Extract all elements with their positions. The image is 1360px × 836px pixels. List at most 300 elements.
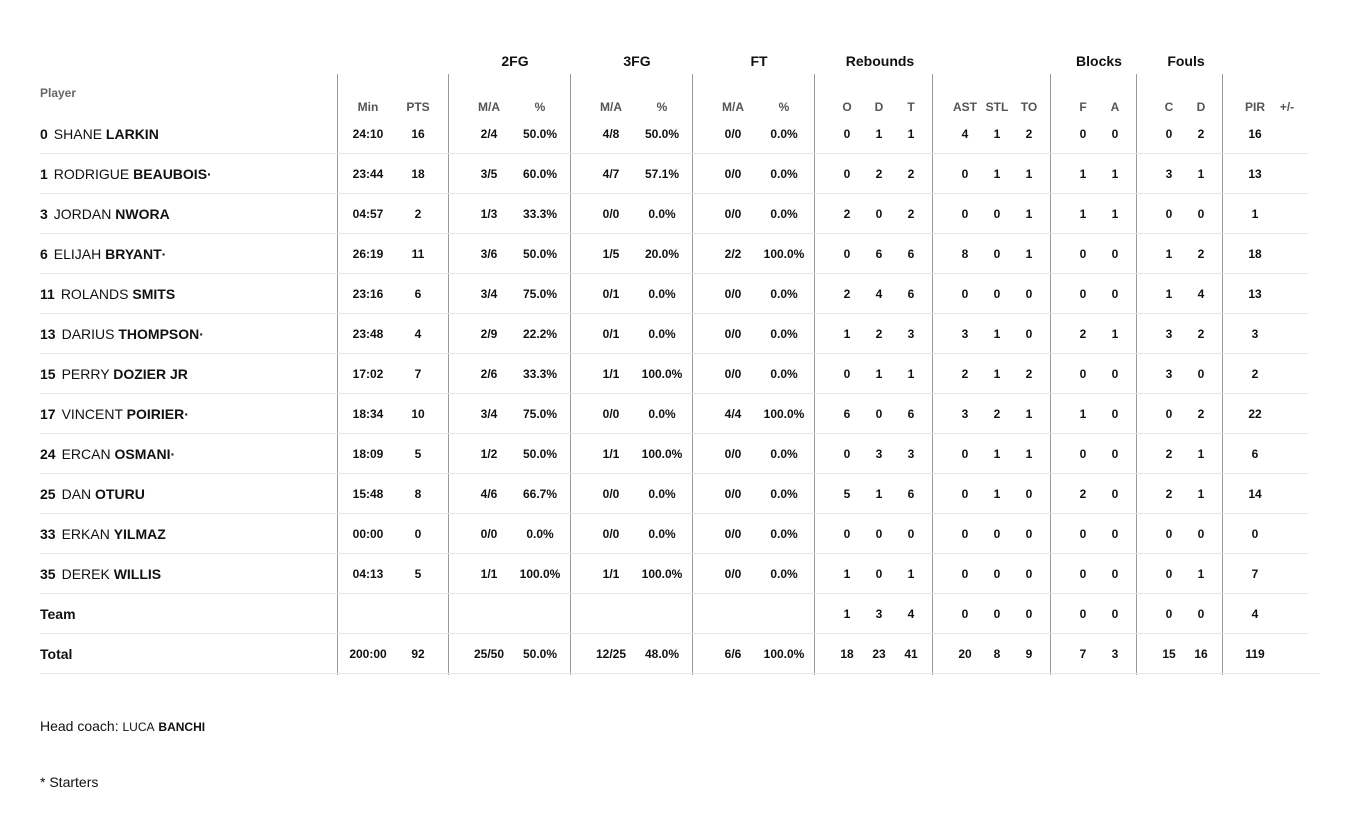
stat-ft-ma: 0/0 bbox=[724, 367, 742, 381]
team-row-label: Team bbox=[40, 606, 76, 622]
stat-blk-a: 0 bbox=[1111, 447, 1119, 461]
player-first-name: RODRIGUE bbox=[53, 166, 130, 182]
stat-reb-o: 0 bbox=[843, 447, 851, 461]
stat-blk-a: 0 bbox=[1111, 527, 1119, 541]
table-row bbox=[40, 154, 1308, 194]
stat-stl: 1 bbox=[993, 127, 1001, 141]
stat-pts: 8 bbox=[414, 487, 422, 501]
stat-to: 0 bbox=[1025, 567, 1033, 581]
stat-blk-f: 2 bbox=[1079, 327, 1087, 341]
player-last-name: YILMAZ bbox=[113, 526, 166, 542]
stat-reb-d: 0 bbox=[875, 207, 883, 221]
stat-3fg-ma: 1/5 bbox=[602, 247, 620, 261]
stat-reb-t: 6 bbox=[907, 407, 915, 421]
stat-2fg-pct: 75.0% bbox=[522, 287, 558, 301]
stat-3fg-pct: 0.0% bbox=[648, 407, 676, 421]
stat-2fg-pct: 75.0% bbox=[522, 407, 558, 421]
stat-reb-d: 0 bbox=[875, 407, 883, 421]
stat-stl: 0 bbox=[993, 247, 1001, 261]
group-header-fouls: Fouls bbox=[1167, 53, 1205, 69]
stat-pts: 2 bbox=[414, 207, 422, 221]
stat-reb-o: 2 bbox=[843, 207, 851, 221]
stat-2fg-ma: 25/50 bbox=[473, 647, 505, 661]
stat-reb-o: 5 bbox=[843, 487, 851, 501]
stat-ft-pct: 0.0% bbox=[770, 447, 798, 461]
stat-ast: 2 bbox=[961, 367, 969, 381]
stat-3fg-ma: 1/1 bbox=[602, 447, 620, 461]
stat-2fg-ma: 1/1 bbox=[480, 567, 498, 581]
stat-pir: 22 bbox=[1248, 407, 1262, 421]
stat-pts: 0 bbox=[414, 527, 422, 541]
stat-foul-c: 3 bbox=[1165, 167, 1173, 181]
stat-pir: 7 bbox=[1251, 567, 1259, 581]
stat-3fg-ma: 0/1 bbox=[602, 287, 620, 301]
stat-min: 18:34 bbox=[352, 407, 384, 421]
group-header-rebounds: Rebounds bbox=[845, 53, 915, 69]
player-first-name: DEREK bbox=[61, 566, 110, 582]
stat-pts: 92 bbox=[411, 647, 425, 661]
stat-ast: 0 bbox=[961, 287, 969, 301]
stat-foul-d: 1 bbox=[1197, 567, 1205, 581]
stat-ast: 4 bbox=[961, 127, 969, 141]
stat-reb-o: 1 bbox=[843, 567, 851, 581]
stat-foul-d: 2 bbox=[1197, 247, 1205, 261]
stat-foul-c: 0 bbox=[1165, 207, 1173, 221]
stat-foul-c: 0 bbox=[1165, 567, 1173, 581]
stat-reb-o: 0 bbox=[843, 367, 851, 381]
stat-pir: 0 bbox=[1251, 527, 1259, 541]
stat-2fg-ma: 4/6 bbox=[480, 487, 498, 501]
player-first-name: ERKAN bbox=[61, 526, 110, 542]
stat-blk-a: 1 bbox=[1111, 327, 1119, 341]
player-last-name: LARKIN bbox=[105, 126, 159, 142]
player-number: 6 bbox=[40, 246, 48, 262]
stat-blk-a: 0 bbox=[1111, 567, 1119, 581]
player-last-name: SMITS bbox=[132, 286, 176, 302]
stat-ft-pct: 0.0% bbox=[770, 327, 798, 341]
column-header-3fg-pct: % bbox=[656, 100, 668, 114]
stat-3fg-ma: 4/7 bbox=[602, 167, 620, 181]
table-row bbox=[40, 514, 1308, 554]
stat-blk-f: 0 bbox=[1079, 247, 1087, 261]
stat-to: 0 bbox=[1025, 487, 1033, 501]
stat-foul-d: 1 bbox=[1197, 447, 1205, 461]
player-number: 35 bbox=[40, 566, 56, 582]
player-name[interactable] bbox=[40, 554, 161, 594]
stat-reb-t: 2 bbox=[907, 207, 915, 221]
stat-foul-d: 0 bbox=[1197, 607, 1205, 621]
table-row bbox=[40, 394, 1308, 434]
table-row bbox=[40, 194, 1308, 234]
player-name[interactable] bbox=[40, 354, 188, 394]
stat-foul-d: 16 bbox=[1194, 647, 1208, 661]
stat-reb-o: 18 bbox=[840, 647, 854, 661]
stat-blk-f: 2 bbox=[1079, 487, 1087, 501]
stat-stl: 0 bbox=[993, 567, 1001, 581]
player-number: 25 bbox=[40, 486, 56, 502]
stat-reb-d: 3 bbox=[875, 447, 883, 461]
stat-reb-d: 4 bbox=[875, 287, 883, 301]
column-header-pir: PIR bbox=[1244, 100, 1266, 114]
stat-pir: 3 bbox=[1251, 327, 1259, 341]
stat-stl: 0 bbox=[993, 287, 1001, 301]
stat-stl: 1 bbox=[993, 487, 1001, 501]
stat-pir: 6 bbox=[1251, 447, 1259, 461]
player-last-name: BRYANT· bbox=[105, 246, 167, 262]
stat-ast: 8 bbox=[961, 247, 969, 261]
stat-2fg-pct: 50.0% bbox=[522, 447, 558, 461]
stat-to: 2 bbox=[1025, 127, 1033, 141]
stat-reb-o: 1 bbox=[843, 607, 851, 621]
player-first-name: PERRY bbox=[61, 366, 110, 382]
stat-blk-f: 0 bbox=[1079, 367, 1087, 381]
stat-reb-d: 3 bbox=[875, 607, 883, 621]
player-number: 0 bbox=[40, 126, 48, 142]
stat-min: 23:48 bbox=[352, 327, 384, 341]
player-name[interactable] bbox=[40, 154, 212, 194]
stat-pir: 13 bbox=[1248, 167, 1262, 181]
player-first-name: ELIJAH bbox=[53, 246, 102, 262]
head-coach-first-name: LUCA bbox=[122, 720, 155, 734]
stat-ft-pct: 0.0% bbox=[770, 207, 798, 221]
stat-reb-t: 6 bbox=[907, 487, 915, 501]
stat-pts: 7 bbox=[414, 367, 422, 381]
column-header-reb-o: O bbox=[842, 100, 852, 114]
stat-2fg-ma: 2/9 bbox=[480, 327, 498, 341]
stat-3fg-pct: 20.0% bbox=[644, 247, 680, 261]
column-header-pts: PTS bbox=[406, 100, 430, 114]
stat-3fg-pct: 0.0% bbox=[648, 327, 676, 341]
stat-reb-t: 6 bbox=[907, 247, 915, 261]
stat-blk-f: 0 bbox=[1079, 607, 1087, 621]
stat-reb-t: 3 bbox=[907, 327, 915, 341]
stat-3fg-ma: 0/0 bbox=[602, 527, 620, 541]
stat-pts: 10 bbox=[411, 407, 425, 421]
stat-reb-d: 1 bbox=[875, 127, 883, 141]
stat-reb-o: 0 bbox=[843, 527, 851, 541]
stat-ast: 0 bbox=[961, 447, 969, 461]
player-last-name: POIRIER· bbox=[126, 406, 189, 422]
stat-to: 0 bbox=[1025, 527, 1033, 541]
stat-to: 2 bbox=[1025, 367, 1033, 381]
stat-min: 24:10 bbox=[352, 127, 384, 141]
stat-min: 200:00 bbox=[349, 647, 387, 661]
stat-foul-d: 2 bbox=[1197, 407, 1205, 421]
stat-2fg-ma: 2/4 bbox=[480, 127, 498, 141]
stat-3fg-ma: 1/1 bbox=[602, 367, 620, 381]
stat-2fg-ma: 2/6 bbox=[480, 367, 498, 381]
player-number: 15 bbox=[40, 366, 56, 382]
column-header-2fg-ma: M/A bbox=[478, 100, 500, 114]
stat-reb-t: 41 bbox=[904, 647, 918, 661]
stat-3fg-ma: 0/0 bbox=[602, 407, 620, 421]
stat-2fg-pct: 100.0% bbox=[519, 567, 561, 581]
stat-2fg-ma: 0/0 bbox=[480, 527, 498, 541]
stat-stl: 1 bbox=[993, 327, 1001, 341]
stat-2fg-pct: 0.0% bbox=[526, 527, 554, 541]
stat-ast: 0 bbox=[961, 207, 969, 221]
stat-foul-c: 1 bbox=[1165, 247, 1173, 261]
stat-blk-a: 3 bbox=[1111, 647, 1119, 661]
stat-3fg-ma: 4/8 bbox=[602, 127, 620, 141]
stat-pir: 4 bbox=[1251, 607, 1259, 621]
table-row bbox=[40, 234, 1308, 274]
stat-reb-t: 0 bbox=[907, 527, 915, 541]
stat-foul-c: 3 bbox=[1165, 367, 1173, 381]
stat-3fg-pct: 0.0% bbox=[648, 287, 676, 301]
column-header-blk-a: A bbox=[1110, 100, 1120, 114]
player-number: 3 bbox=[40, 206, 48, 222]
stat-ft-pct: 100.0% bbox=[763, 647, 805, 661]
stat-3fg-pct: 100.0% bbox=[641, 447, 683, 461]
stat-3fg-pct: 57.1% bbox=[644, 167, 680, 181]
stat-ast: 3 bbox=[961, 327, 969, 341]
table-row bbox=[40, 554, 1308, 594]
stat-stl: 1 bbox=[993, 167, 1001, 181]
stat-pts: 4 bbox=[414, 327, 422, 341]
player-number: 13 bbox=[40, 326, 56, 342]
stat-stl: 0 bbox=[993, 527, 1001, 541]
stat-stl: 1 bbox=[993, 447, 1001, 461]
stat-blk-f: 0 bbox=[1079, 447, 1087, 461]
stat-ft-ma: 0/0 bbox=[724, 167, 742, 181]
player-first-name: JORDAN bbox=[53, 206, 112, 222]
row-divider bbox=[40, 673, 1320, 674]
player-last-name: THOMPSON· bbox=[118, 326, 204, 342]
stat-min: 00:00 bbox=[352, 527, 384, 541]
stat-ft-ma: 0/0 bbox=[724, 487, 742, 501]
stat-ft-ma: 2/2 bbox=[724, 247, 742, 261]
stat-reb-d: 1 bbox=[875, 367, 883, 381]
stat-min: 23:16 bbox=[352, 287, 384, 301]
stat-reb-t: 1 bbox=[907, 127, 915, 141]
stat-ft-ma: 0/0 bbox=[724, 447, 742, 461]
player-first-name: ERCAN bbox=[61, 446, 111, 462]
stat-foul-c: 15 bbox=[1162, 647, 1176, 661]
starters-note: * Starters bbox=[40, 774, 99, 790]
stat-blk-a: 0 bbox=[1111, 247, 1119, 261]
stat-3fg-ma: 0/0 bbox=[602, 487, 620, 501]
stat-blk-a: 0 bbox=[1111, 367, 1119, 381]
stat-pts: 5 bbox=[414, 447, 422, 461]
stat-to: 1 bbox=[1025, 247, 1033, 261]
stat-blk-a: 0 bbox=[1111, 407, 1119, 421]
stat-blk-f: 1 bbox=[1079, 167, 1087, 181]
stat-3fg-ma: 1/1 bbox=[602, 567, 620, 581]
player-first-name: DARIUS bbox=[61, 326, 115, 342]
stat-to: 0 bbox=[1025, 607, 1033, 621]
stat-reb-o: 0 bbox=[843, 127, 851, 141]
stat-reb-d: 1 bbox=[875, 487, 883, 501]
stat-foul-d: 2 bbox=[1197, 127, 1205, 141]
stat-ft-ma: 0/0 bbox=[724, 287, 742, 301]
stat-reb-t: 6 bbox=[907, 287, 915, 301]
stat-reb-d: 23 bbox=[872, 647, 886, 661]
head-coach bbox=[40, 718, 205, 734]
column-header-reb-t: T bbox=[907, 100, 915, 114]
stat-to: 0 bbox=[1025, 327, 1033, 341]
stat-blk-f: 1 bbox=[1079, 207, 1087, 221]
player-first-name: VINCENT bbox=[61, 406, 123, 422]
stat-reb-t: 1 bbox=[907, 567, 915, 581]
column-header-plus-minus: +/- bbox=[1279, 100, 1295, 114]
stat-ast: 0 bbox=[961, 487, 969, 501]
stat-to: 1 bbox=[1025, 167, 1033, 181]
table-row bbox=[40, 354, 1308, 394]
stat-ft-ma: 4/4 bbox=[724, 407, 742, 421]
stat-foul-c: 2 bbox=[1165, 487, 1173, 501]
stat-ft-pct: 0.0% bbox=[770, 167, 798, 181]
stat-blk-a: 0 bbox=[1111, 607, 1119, 621]
player-name[interactable] bbox=[40, 234, 166, 274]
stat-2fg-pct: 66.7% bbox=[522, 487, 558, 501]
stat-pir: 119 bbox=[1245, 647, 1265, 661]
stat-reb-d: 0 bbox=[875, 527, 883, 541]
player-name[interactable] bbox=[40, 274, 175, 314]
player-name[interactable] bbox=[40, 114, 159, 154]
stat-reb-d: 6 bbox=[875, 247, 883, 261]
stat-ft-ma: 0/0 bbox=[724, 207, 742, 221]
stat-3fg-pct: 0.0% bbox=[648, 487, 676, 501]
column-header-ast: AST bbox=[953, 100, 977, 114]
player-last-name: OTURU bbox=[95, 486, 145, 502]
stat-reb-d: 0 bbox=[875, 567, 883, 581]
stat-2fg-ma: 3/4 bbox=[480, 287, 498, 301]
stat-2fg-ma: 1/2 bbox=[480, 447, 498, 461]
player-number: 24 bbox=[40, 446, 56, 462]
player-name[interactable] bbox=[40, 474, 145, 514]
stat-ft-pct: 0.0% bbox=[770, 487, 798, 501]
stat-ast: 3 bbox=[961, 407, 969, 421]
stat-2fg-pct: 60.0% bbox=[522, 167, 558, 181]
stat-ft-ma: 0/0 bbox=[724, 527, 742, 541]
stat-2fg-pct: 50.0% bbox=[522, 127, 558, 141]
head-coach-last-name: BANCHI bbox=[158, 720, 206, 734]
stat-reb-t: 1 bbox=[907, 367, 915, 381]
stat-min: 04:57 bbox=[352, 207, 384, 221]
group-header-3fg: 3FG bbox=[623, 53, 651, 69]
stat-foul-d: 1 bbox=[1197, 487, 1205, 501]
stat-ft-pct: 0.0% bbox=[770, 527, 798, 541]
stat-reb-o: 0 bbox=[843, 247, 851, 261]
stat-foul-d: 0 bbox=[1197, 527, 1205, 541]
column-header-stl: STL bbox=[985, 100, 1009, 114]
stat-foul-c: 1 bbox=[1165, 287, 1173, 301]
stat-min: 26:19 bbox=[352, 247, 384, 261]
stat-pts: 11 bbox=[411, 247, 425, 261]
stat-reb-t: 4 bbox=[907, 607, 915, 621]
stat-min: 15:48 bbox=[352, 487, 384, 501]
stat-3fg-pct: 0.0% bbox=[648, 207, 676, 221]
stat-stl: 1 bbox=[993, 367, 1001, 381]
stat-min: 18:09 bbox=[352, 447, 384, 461]
stat-blk-f: 0 bbox=[1079, 127, 1087, 141]
stat-ft-pct: 0.0% bbox=[770, 367, 798, 381]
column-header-foul-c: C bbox=[1164, 100, 1174, 114]
stat-ast: 0 bbox=[961, 567, 969, 581]
player-last-name: BEAUBOIS· bbox=[133, 166, 212, 182]
stat-blk-f: 1 bbox=[1079, 407, 1087, 421]
stat-ast: 0 bbox=[961, 607, 969, 621]
total-row-label: Total bbox=[40, 646, 73, 662]
total-row bbox=[40, 634, 1308, 674]
player-name[interactable] bbox=[40, 514, 166, 554]
stat-pts: 6 bbox=[414, 287, 422, 301]
player-number: 33 bbox=[40, 526, 56, 542]
stat-reb-d: 2 bbox=[875, 167, 883, 181]
stat-foul-d: 2 bbox=[1197, 327, 1205, 341]
stat-3fg-ma: 0/0 bbox=[602, 207, 620, 221]
stat-2fg-ma: 3/6 bbox=[480, 247, 498, 261]
table-row bbox=[40, 114, 1308, 154]
player-last-name: WILLIS bbox=[113, 566, 162, 582]
stat-foul-d: 4 bbox=[1197, 287, 1205, 301]
stat-pir: 18 bbox=[1248, 247, 1262, 261]
stat-to: 1 bbox=[1025, 207, 1033, 221]
player-column-header: Player bbox=[40, 86, 77, 100]
stat-min: 17:02 bbox=[352, 367, 384, 381]
group-header-ft: FT bbox=[750, 53, 768, 69]
table-row bbox=[40, 274, 1308, 314]
player-name[interactable] bbox=[40, 314, 204, 354]
table-row bbox=[40, 314, 1308, 354]
player-number: 11 bbox=[40, 286, 55, 302]
column-header-blk-f: F bbox=[1079, 100, 1087, 114]
stat-blk-a: 0 bbox=[1111, 127, 1119, 141]
head-coach-prefix: Head coach: bbox=[40, 718, 123, 734]
stat-foul-c: 0 bbox=[1165, 127, 1173, 141]
group-header-2fg: 2FG bbox=[501, 53, 529, 69]
player-name[interactable] bbox=[40, 434, 175, 474]
player-first-name: DAN bbox=[61, 486, 92, 502]
stat-to: 9 bbox=[1025, 647, 1033, 661]
column-header-min: Min bbox=[357, 100, 379, 114]
stat-ft-ma: 0/0 bbox=[724, 327, 742, 341]
player-number: 17 bbox=[40, 406, 56, 422]
stat-reb-t: 3 bbox=[907, 447, 915, 461]
stat-ft-ma: 0/0 bbox=[724, 567, 742, 581]
stat-reb-o: 0 bbox=[843, 167, 851, 181]
stat-stl: 8 bbox=[993, 647, 1001, 661]
player-first-name: SHANE bbox=[53, 126, 103, 142]
column-header-2fg-pct: % bbox=[534, 100, 546, 114]
stat-ft-ma: 6/6 bbox=[724, 647, 742, 661]
table-row bbox=[40, 474, 1308, 514]
stat-2fg-ma: 3/5 bbox=[480, 167, 498, 181]
stat-blk-a: 1 bbox=[1111, 207, 1119, 221]
stat-pts: 5 bbox=[414, 567, 422, 581]
stat-to: 1 bbox=[1025, 447, 1033, 461]
stat-foul-c: 2 bbox=[1165, 447, 1173, 461]
stat-3fg-pct: 48.0% bbox=[644, 647, 680, 661]
stat-foul-c: 3 bbox=[1165, 327, 1173, 341]
stat-blk-f: 0 bbox=[1079, 287, 1087, 301]
stat-pir: 14 bbox=[1248, 487, 1262, 501]
stat-3fg-ma: 12/25 bbox=[595, 647, 627, 661]
player-name[interactable] bbox=[40, 394, 189, 434]
column-header-reb-d: D bbox=[874, 100, 884, 114]
column-header-foul-d: D bbox=[1196, 100, 1206, 114]
stat-blk-a: 0 bbox=[1111, 487, 1119, 501]
stat-reb-o: 6 bbox=[843, 407, 851, 421]
player-name[interactable] bbox=[40, 194, 170, 234]
stat-reb-t: 2 bbox=[907, 167, 915, 181]
stat-ast: 0 bbox=[961, 167, 969, 181]
stat-reb-o: 1 bbox=[843, 327, 851, 341]
stat-min: 04:13 bbox=[352, 567, 384, 581]
stat-foul-c: 0 bbox=[1165, 407, 1173, 421]
stat-foul-c: 0 bbox=[1165, 527, 1173, 541]
